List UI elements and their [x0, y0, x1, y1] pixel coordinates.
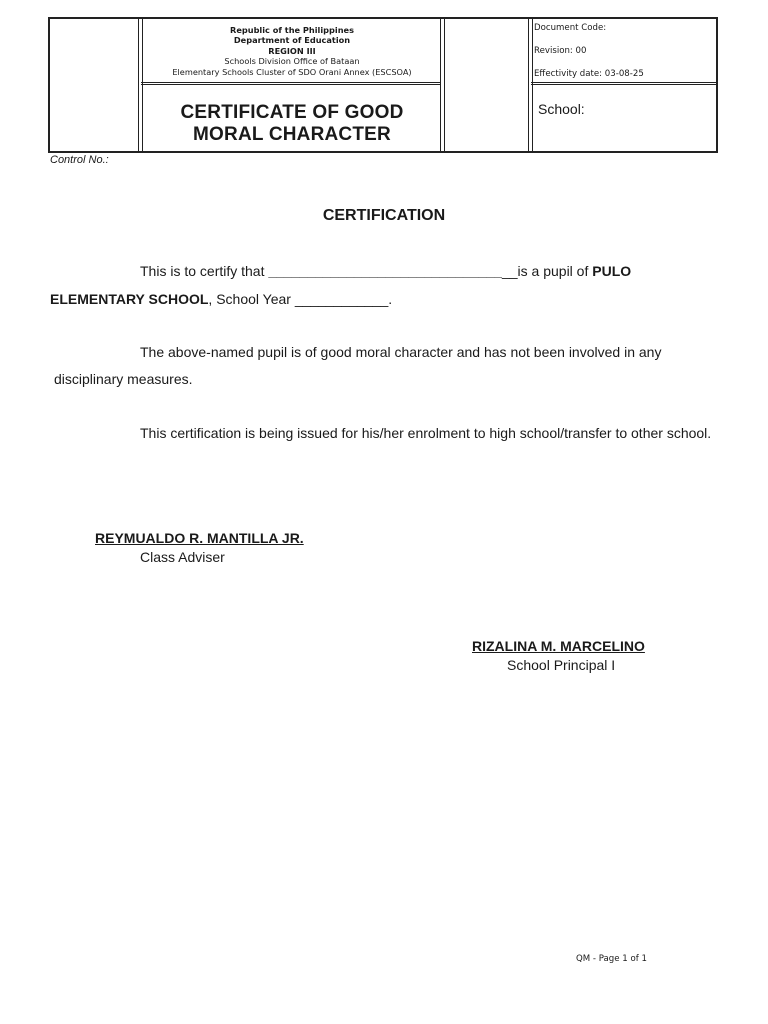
school-name-part2: ELEMENTARY SCHOOL [50, 291, 209, 307]
school-separator [531, 82, 716, 85]
paragraph-moral-line1: The above-named pupil is of good moral character and has not been involved in any [140, 344, 662, 360]
paragraph-certify [50, 257, 718, 285]
document-title [142, 87, 442, 151]
school-year-text: , School Year ____________. [208, 291, 393, 307]
certify-prefix: This is to certify that [140, 263, 269, 279]
certification-heading: CERTIFICATION [322, 207, 446, 224]
paragraph-moral-line2: disciplinary measures. [54, 371, 193, 387]
right-divider [528, 19, 533, 151]
title-line-1: CERTIFICATE OF GOOD [180, 102, 404, 123]
document-code: Document Code: [534, 23, 607, 33]
page-footer: QM - Page 1 of 1 [576, 954, 647, 964]
control-number-label: Control No.: [50, 154, 109, 166]
school-label: School: [538, 101, 585, 117]
agency-line-2: Department of Education [233, 35, 351, 46]
agency-line-5: Elementary Schools Cluster of SDO Orani Annex (ESCSOA) [172, 66, 412, 77]
school-name-part1: PULO [592, 263, 632, 279]
revision: Revision: 00 [534, 46, 587, 56]
header-table [48, 17, 718, 153]
paragraph-certify-line2 [50, 285, 718, 313]
adviser-name: REYMUALDO R. MANTILLA JR. [95, 530, 304, 546]
agency-block [142, 19, 442, 84]
agency-line-4: Schools Division Office of Bataan [224, 56, 360, 67]
name-blank: ______________________________ [268, 263, 502, 279]
principal-name: RIZALINA M. MARCELINO [472, 638, 645, 654]
title-line-2: MORAL CHARACTER [193, 124, 391, 145]
agency-line-3: REGION III [268, 45, 316, 56]
principal-title: School Principal I [507, 657, 616, 673]
effectivity-date: Effectivity date: 03-08-25 [534, 69, 644, 79]
adviser-title: Class Adviser [140, 549, 225, 565]
agency-line-1: Republic of the Philippines [230, 25, 354, 35]
certify-middle: __is a pupil of [501, 263, 593, 279]
paragraph-purpose: This certification is being issued for his/her enrolment to high school/transfer to other school. [140, 425, 712, 441]
